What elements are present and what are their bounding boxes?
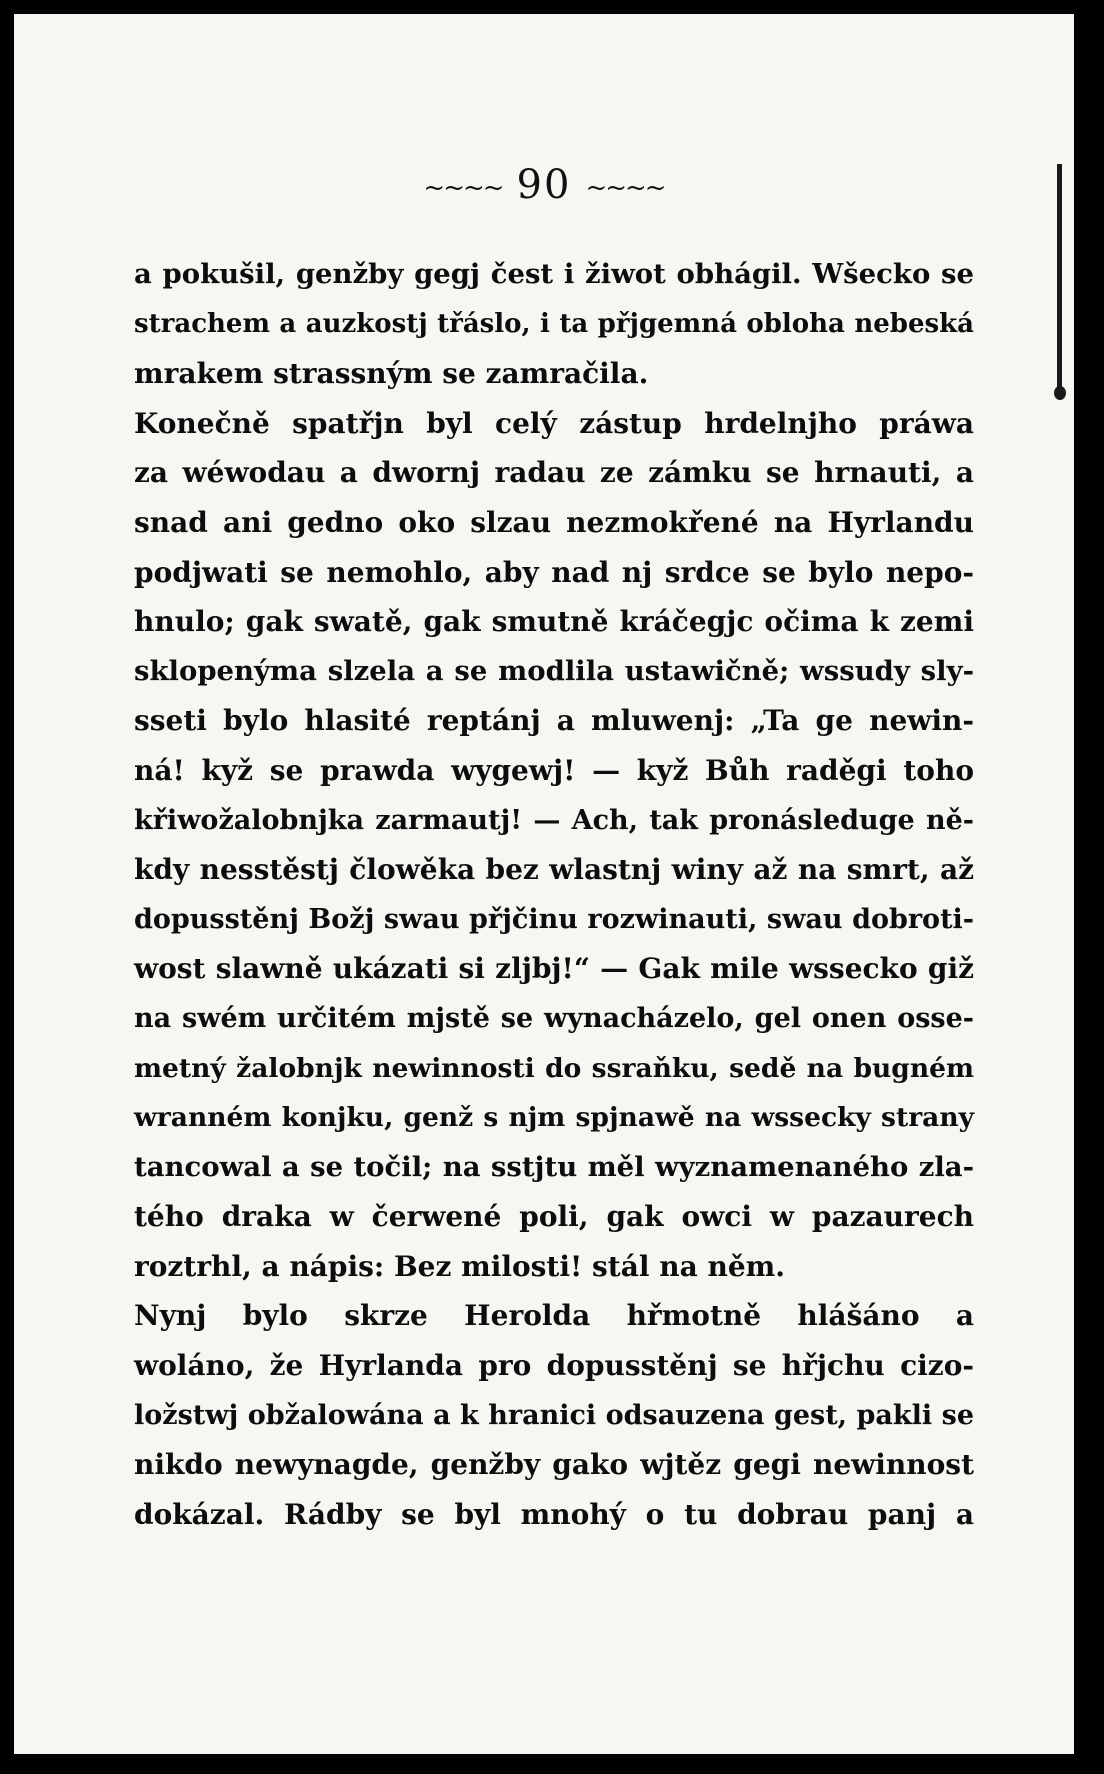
text-line: snad ani gedno oko slzau nezmokřené na Hyrlandu — [134, 505, 974, 539]
book-page — [14, 14, 1074, 1754]
text-line: woláno, že Hyrlanda pro dopusstěnj se hřjchu cizo- — [134, 1349, 974, 1383]
text-line: nikdo newynagde, genžby gako wjtěz gegi newinnost — [134, 1448, 974, 1482]
text-line: wranném konjku, genž s njm spjnawě na wssecky strany — [134, 1102, 974, 1134]
ornament-left: ~~~~ — [423, 173, 503, 203]
text-line: hnulo; gak swatě, gak smutně kráčegjc očima k zemi — [134, 605, 974, 639]
text-line: na swém určitém mjstě se wynacházelo, gel onen osse- — [134, 1002, 974, 1034]
text-line: kdy nesstěstj člowěka bez wlastnj winy až na smrt, až — [134, 853, 974, 887]
text-line: metný žalobnjk newinnosti do ssraňku, sedě na bugném — [134, 1052, 974, 1084]
text-line: ložstwj obžalowána a k hranici odsauzena gest, pakli se — [134, 1399, 974, 1431]
text-line: mrakem strassným se zamračila. — [134, 357, 649, 391]
text-line: ná! kyž se prawda wygewj! — kyž Bůh raděgi toho — [134, 753, 974, 787]
text-line: podjwati se nemohlo, aby nad nj srdce se bylo nepo- — [134, 555, 974, 589]
text-line: a pokušil, genžby gegj čest i žiwot obhágil. Wšecko se — [134, 258, 974, 290]
page-number: 90 — [516, 162, 572, 208]
text-line: dopusstěnj Božj swau přjčinu rozwinauti, swau dobroti- — [134, 903, 974, 935]
text-line: křiwožalobnjka zarmautj! — Ach, tak pronásleduge ně- — [134, 804, 974, 836]
text-line: tého draka w čerwené poli, gak owci w pazaurech — [134, 1200, 974, 1234]
text-line: za wéwodau a dwornj radau ze zámku se hrnauti, a — [134, 456, 974, 490]
page-body-text — [134, 250, 974, 1539]
ornament-right: ~~~~ — [585, 173, 665, 203]
text-line: Nynj bylo skrze Herolda hřmotně hlášáno a — [134, 1299, 974, 1333]
text-line: wost slawně ukázati si zljbj!“ — Gak mile wssecko giž — [134, 952, 974, 986]
text-line: dokázal. Rádby se byl mnohý o tu dobrau panj a — [134, 1497, 974, 1531]
page-header — [14, 162, 1074, 208]
text-line: Konečně spatřjn byl celý zástup hrdelnjho práwa — [134, 406, 974, 440]
text-line: sseti bylo hlasité reptánj a mluwenj: „Ta ge newin- — [134, 704, 974, 738]
text-line: tancowal a se točil; na sstjtu měl wyznamenaného zla- — [134, 1150, 974, 1183]
text-line: strachem a auzkostj třáslo, i ta přjgemná obloha nebeská — [134, 308, 974, 339]
text-line: roztrhl, a nápis: Bez milosti! stál na něm. — [134, 1249, 786, 1283]
text-line: sklopenýma slzela a se modlila ustawičně; wssudy sly- — [134, 654, 974, 687]
page-edge-dot — [1054, 386, 1066, 400]
